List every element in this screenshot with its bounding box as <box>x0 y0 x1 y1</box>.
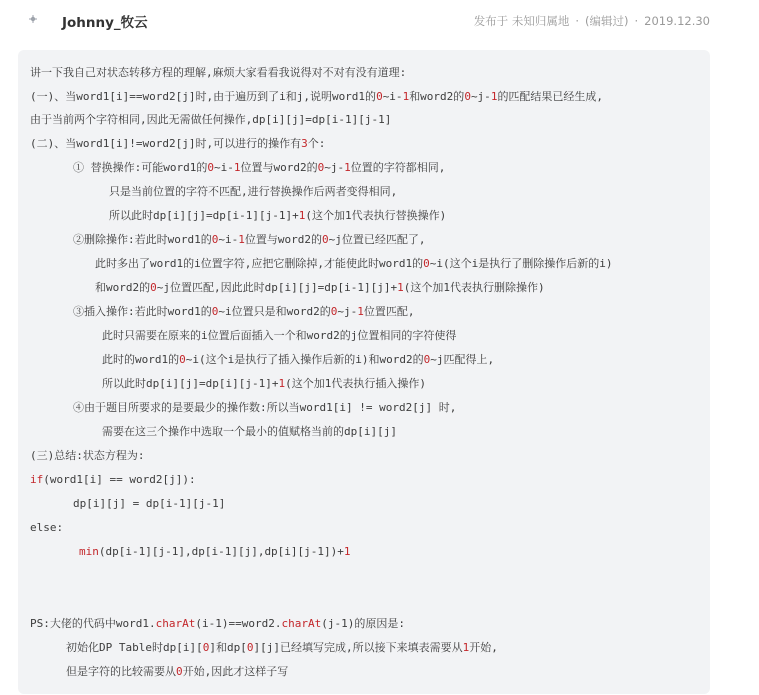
text-segment: ~i(这个i是执行了插入操作后新的i)和word2的 <box>185 353 424 366</box>
content-line <box>109 185 397 199</box>
content-line <box>73 305 414 319</box>
highlighted-token: 1 <box>344 161 351 174</box>
edited-label: (编辑过) <box>585 14 629 28</box>
location-text: 未知归属地 <box>511 14 570 28</box>
highlighted-token: 0 <box>176 665 183 678</box>
text-segment: (这个加1代表执行插入操作) <box>285 377 426 390</box>
text-segment: 个: <box>307 137 326 150</box>
text-segment: dp[i][j] = dp[i-1][j-1] <box>73 497 226 510</box>
content-line <box>66 641 498 655</box>
text-segment: 需要在这三个操作中选取一个最小的值赋格当前的dp[i][j] <box>102 425 397 438</box>
highlighted-token: charAt <box>281 617 322 630</box>
text-segment: 位置匹配, <box>363 305 415 318</box>
text-segment: ~i- <box>382 90 403 103</box>
highlighted-token: 0 <box>330 305 338 318</box>
meta-separator: · <box>575 14 579 28</box>
text-segment: 的匹配结果已经生成, <box>497 90 604 103</box>
highlighted-token: 1 <box>238 233 245 246</box>
highlighted-token: 1 <box>490 90 498 103</box>
highlighted-token: 3 <box>301 137 308 150</box>
text-segment: 初始化DP Table时dp[i][ <box>66 641 203 654</box>
content-line <box>66 665 288 679</box>
text-segment: 只是当前位置的字符不匹配,进行替换操作后两者变得相同, <box>109 185 398 198</box>
text-segment: 位置与word2的 <box>244 233 322 246</box>
highlighted-token: 0 <box>211 233 219 246</box>
text-segment: ~i- <box>213 161 234 174</box>
highlighted-token: 0 <box>322 233 329 246</box>
text-segment: 此时多出了word1的i位置字符,应把它删除掉,才能使此时word1的 <box>95 257 424 270</box>
text-segment: else: <box>30 521 64 534</box>
author-name[interactable]: Johnny_牧云 <box>62 15 148 31</box>
content-line <box>73 497 225 511</box>
text-segment: (二)、当word1[i]!=word2[j]时,可以进行的操作有 <box>30 137 302 150</box>
text-segment: 此时只需要在原来的i位置后面插入一个和word2的j位置相同的字符使得 <box>102 329 457 342</box>
highlighted-token: 0 <box>150 281 157 294</box>
text-segment: (j-1)的原因是: <box>321 617 405 630</box>
text-segment: ][j]已经填写完成,所以接下来填表需要从 <box>253 641 463 654</box>
content-line <box>109 209 446 223</box>
highlighted-token: 0 <box>207 161 214 174</box>
highlighted-token: 1 <box>278 377 286 390</box>
text-segment: 位置与word2的 <box>240 161 318 174</box>
content-line <box>79 545 351 559</box>
text-segment: 和word2的 <box>95 281 151 294</box>
text-segment: PS:大佬的代码中word1. <box>30 617 156 630</box>
text-segment: ~j匹配得上, <box>430 353 495 366</box>
content-line <box>30 90 603 104</box>
text-segment: 所以此时dp[i][j]=dp[i][j-1]+ <box>102 377 279 390</box>
highlighted-token: 0 <box>423 257 430 270</box>
content-line <box>30 66 406 80</box>
highlighted-token: 0 <box>376 90 383 103</box>
text-segment: (这个加1代表执行替换操作) <box>305 209 447 222</box>
text-segment: ~i位置只是和word2的 <box>218 305 331 318</box>
text-segment: ③插入操作:若此时word1的 <box>73 305 212 318</box>
highlighted-token: 1 <box>298 209 306 222</box>
highlighted-token: 0 <box>179 353 186 366</box>
text-segment: ~j- <box>470 90 491 103</box>
highlighted-token: charAt <box>155 617 196 630</box>
text-segment: ① 替换操作:可能word1的 <box>73 161 208 174</box>
post-header <box>0 0 759 44</box>
post-meta <box>474 13 710 29</box>
highlighted-token: 0 <box>317 161 325 174</box>
text-segment: (word1[i] == word2[j]): <box>43 473 196 486</box>
text-segment: 位置的字符都相同, <box>350 161 446 174</box>
content-line <box>95 257 612 271</box>
highlighted-token: min <box>79 545 99 558</box>
content-line <box>102 329 456 343</box>
text-segment: 由于当前两个字符相同,因此无需做任何操作,dp[i][j]=dp[i-1][j-1] <box>30 113 392 126</box>
post-content <box>18 50 710 694</box>
text-segment: 但是字符的比较需要从 <box>66 665 176 678</box>
content-line <box>30 137 325 151</box>
text-segment: 讲一下我自己对状态转移方程的理解,麻烦大家看看我说得对不对有没有道理: <box>30 66 407 79</box>
content-line <box>30 521 63 535</box>
highlighted-token: 0 <box>202 641 210 654</box>
content-line <box>30 617 405 631</box>
highlighted-token: 0 <box>423 353 431 366</box>
text-segment: 此时的word1的 <box>102 353 180 366</box>
content-line <box>73 161 445 175</box>
text-segment: 和word2的 <box>409 90 465 103</box>
text-segment: (这个加1代表执行删除操作) <box>403 281 545 294</box>
text-segment: ~j位置已经匹配了, <box>328 233 426 246</box>
text-segment: ~j位置匹配,因此此时dp[i][j]=dp[i-1][j]+ <box>156 281 398 294</box>
post-date: 2019.12.30 <box>644 14 710 28</box>
content-line <box>30 113 391 127</box>
avatar-icon[interactable] <box>28 14 38 24</box>
text-segment: (三)总结:状态方程为: <box>30 449 145 462</box>
text-segment: ~i(这个i是执行了删除操作后新的i) <box>429 257 613 270</box>
text-segment: ]和dp[ <box>209 641 247 654</box>
content-line <box>95 281 545 295</box>
text-segment: 所以此时dp[i][j]=dp[i-1][j-1]+ <box>109 209 299 222</box>
content-line <box>30 473 196 487</box>
highlighted-token: 1 <box>233 161 241 174</box>
text-segment: ~i- <box>218 233 239 246</box>
meta-separator: · <box>634 14 639 28</box>
highlighted-token: 1 <box>462 641 470 654</box>
content-line <box>73 401 456 415</box>
text-segment: 开始,因此才这样子写 <box>182 665 289 678</box>
content-line <box>30 449 145 463</box>
content-line <box>102 425 397 439</box>
text-segment: ~j- <box>337 305 358 318</box>
highlighted-token: 0 <box>464 90 471 103</box>
highlighted-token: 0 <box>211 305 219 318</box>
content-line <box>73 233 426 247</box>
highlighted-token: 1 <box>397 281 404 294</box>
highlighted-token: 1 <box>343 545 351 558</box>
text-segment: ④由于题目所要求的是要最少的操作数:所以当word1[i] != word2[j] 时, <box>73 401 457 414</box>
text-segment: ~j- <box>324 161 345 174</box>
text-segment: (i-1)==word2. <box>195 617 282 630</box>
published-prefix: 发布于 <box>473 14 509 28</box>
text-segment: ②删除操作:若此时word1的 <box>73 233 212 246</box>
text-segment: 开始, <box>469 641 498 654</box>
text-segment: (一)、当word1[i]==word2[j]时,由于遍历到了i和j,说明word1的 <box>30 90 377 103</box>
text-segment: (dp[i-1][j-1],dp[i-1][j],dp[i][j-1])+ <box>98 545 344 558</box>
highlighted-token: 0 <box>246 641 254 654</box>
highlighted-token: 1 <box>357 305 364 318</box>
highlighted-token: if <box>30 473 44 486</box>
highlighted-token: 1 <box>402 90 410 103</box>
content-line <box>102 353 494 367</box>
content-line <box>102 377 426 391</box>
